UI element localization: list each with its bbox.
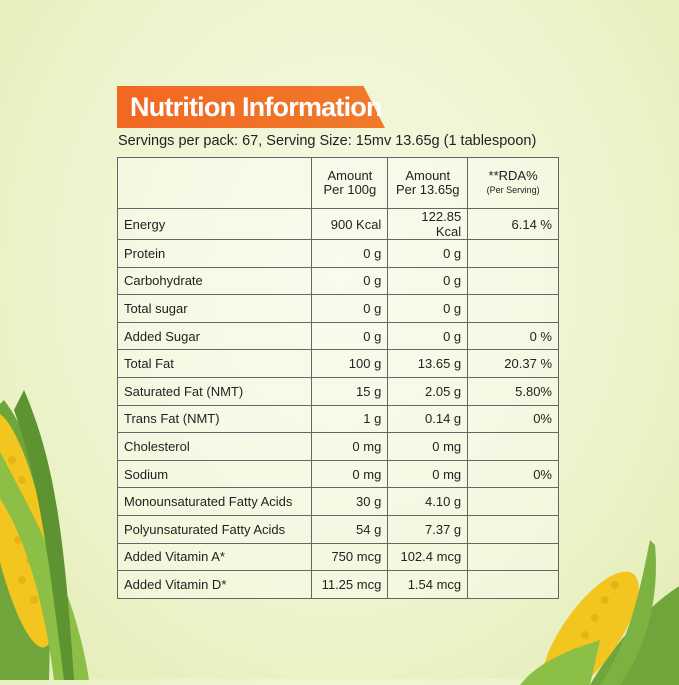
value-rda: 6.14 %: [468, 209, 559, 240]
value-rda: [468, 488, 559, 516]
header-rda-line2: (Per Serving): [486, 185, 540, 195]
corn-cob-left-icon: [0, 380, 114, 680]
value-rda: 5.80%: [468, 377, 559, 405]
nutrient-name: Added Vitamin A*: [118, 543, 312, 571]
table-row: [118, 350, 559, 378]
header-rda: [468, 158, 559, 209]
value-per-100g: 54 g: [312, 515, 388, 543]
value-per-100g: 0 mg: [312, 460, 388, 488]
table-row: [118, 460, 559, 488]
table-row: [118, 571, 559, 599]
header-per-serving-line2: Per 13.65g: [395, 182, 460, 197]
header-per-serving-line1: Amount: [405, 168, 451, 183]
table-row: [118, 433, 559, 461]
value-per-100g: 11.25 mcg: [312, 571, 388, 599]
table-row: [118, 209, 559, 240]
table-row: [118, 488, 559, 516]
table-row: [118, 515, 559, 543]
value-per-100g: 100 g: [312, 350, 388, 378]
value-rda: 0 %: [468, 322, 559, 350]
nutrient-name: Polyunsaturated Fatty Acids: [118, 515, 312, 543]
value-per-100g: 0 g: [312, 267, 388, 295]
value-rda: [468, 543, 559, 571]
value-per-serving: 4.10 g: [388, 488, 468, 516]
table-header-row: [118, 158, 559, 209]
value-per-serving: 0 mg: [388, 460, 468, 488]
nutrient-name: Trans Fat (NMT): [118, 405, 312, 433]
header-rda-line1: **RDA%: [488, 168, 538, 183]
value-rda: [468, 267, 559, 295]
value-per-serving: 0 g: [388, 240, 468, 268]
value-per-serving: 7.37 g: [388, 515, 468, 543]
header-per-serving: [388, 158, 468, 209]
value-rda: [468, 295, 559, 323]
value-per-serving: 0 g: [388, 322, 468, 350]
page-title: Nutrition Information: [130, 92, 382, 122]
value-per-100g: 15 g: [312, 377, 388, 405]
table-row: [118, 295, 559, 323]
value-per-serving: 1.54 mcg: [388, 571, 468, 599]
servings-info: Servings per pack: 67, Serving Size: 15mv 13.65g (1 tablespoon): [118, 133, 537, 149]
value-rda: [468, 433, 559, 461]
value-per-serving: 0 mg: [388, 433, 468, 461]
table-row: [118, 377, 559, 405]
header-per-100g-line2: Per 100g: [323, 182, 377, 197]
nutrient-name: Energy: [118, 209, 312, 240]
value-per-100g: 1 g: [312, 405, 388, 433]
nutrient-name: Total sugar: [118, 295, 312, 323]
nutrient-name: Saturated Fat (NMT): [118, 377, 312, 405]
value-per-100g: 0 g: [312, 322, 388, 350]
value-rda: 0%: [468, 460, 559, 488]
value-per-serving: 13.65 g: [388, 350, 468, 378]
table-row: [118, 267, 559, 295]
value-per-100g: 0 mg: [312, 433, 388, 461]
nutrient-name: Total Fat: [118, 350, 312, 378]
value-per-100g: 900 Kcal: [312, 209, 388, 240]
value-rda: 0%: [468, 405, 559, 433]
table-row: [118, 543, 559, 571]
nutrition-table: [117, 157, 559, 599]
header-per-100g-line1: Amount: [327, 168, 373, 183]
value-per-serving: 2.05 g: [388, 377, 468, 405]
nutrient-name: Carbohydrate: [118, 267, 312, 295]
value-per-100g: 0 g: [312, 240, 388, 268]
value-per-serving: 122.85 Kcal: [388, 209, 468, 240]
value-per-100g: 0 g: [312, 295, 388, 323]
value-rda: 20.37 %: [468, 350, 559, 378]
value-per-100g: 750 mcg: [312, 543, 388, 571]
value-per-serving: 0 g: [388, 267, 468, 295]
header-empty-cell: [118, 158, 312, 209]
value-rda: [468, 571, 559, 599]
value-per-serving: 0.14 g: [388, 405, 468, 433]
value-per-serving: 102.4 mcg: [388, 543, 468, 571]
value-per-serving: 0 g: [388, 295, 468, 323]
nutrient-name: Cholesterol: [118, 433, 312, 461]
table-row: [118, 322, 559, 350]
nutrient-name: Protein: [118, 240, 312, 268]
nutrient-name: Added Vitamin D*: [118, 571, 312, 599]
header-per-100g: [312, 158, 388, 209]
value-rda: [468, 515, 559, 543]
nutrient-name: Added Sugar: [118, 322, 312, 350]
nutrient-name: Sodium: [118, 460, 312, 488]
value-per-100g: 30 g: [312, 488, 388, 516]
table-row: [118, 405, 559, 433]
table-row: [118, 240, 559, 268]
value-rda: [468, 240, 559, 268]
nutrient-name: Monounsaturated Fatty Acids: [118, 488, 312, 516]
